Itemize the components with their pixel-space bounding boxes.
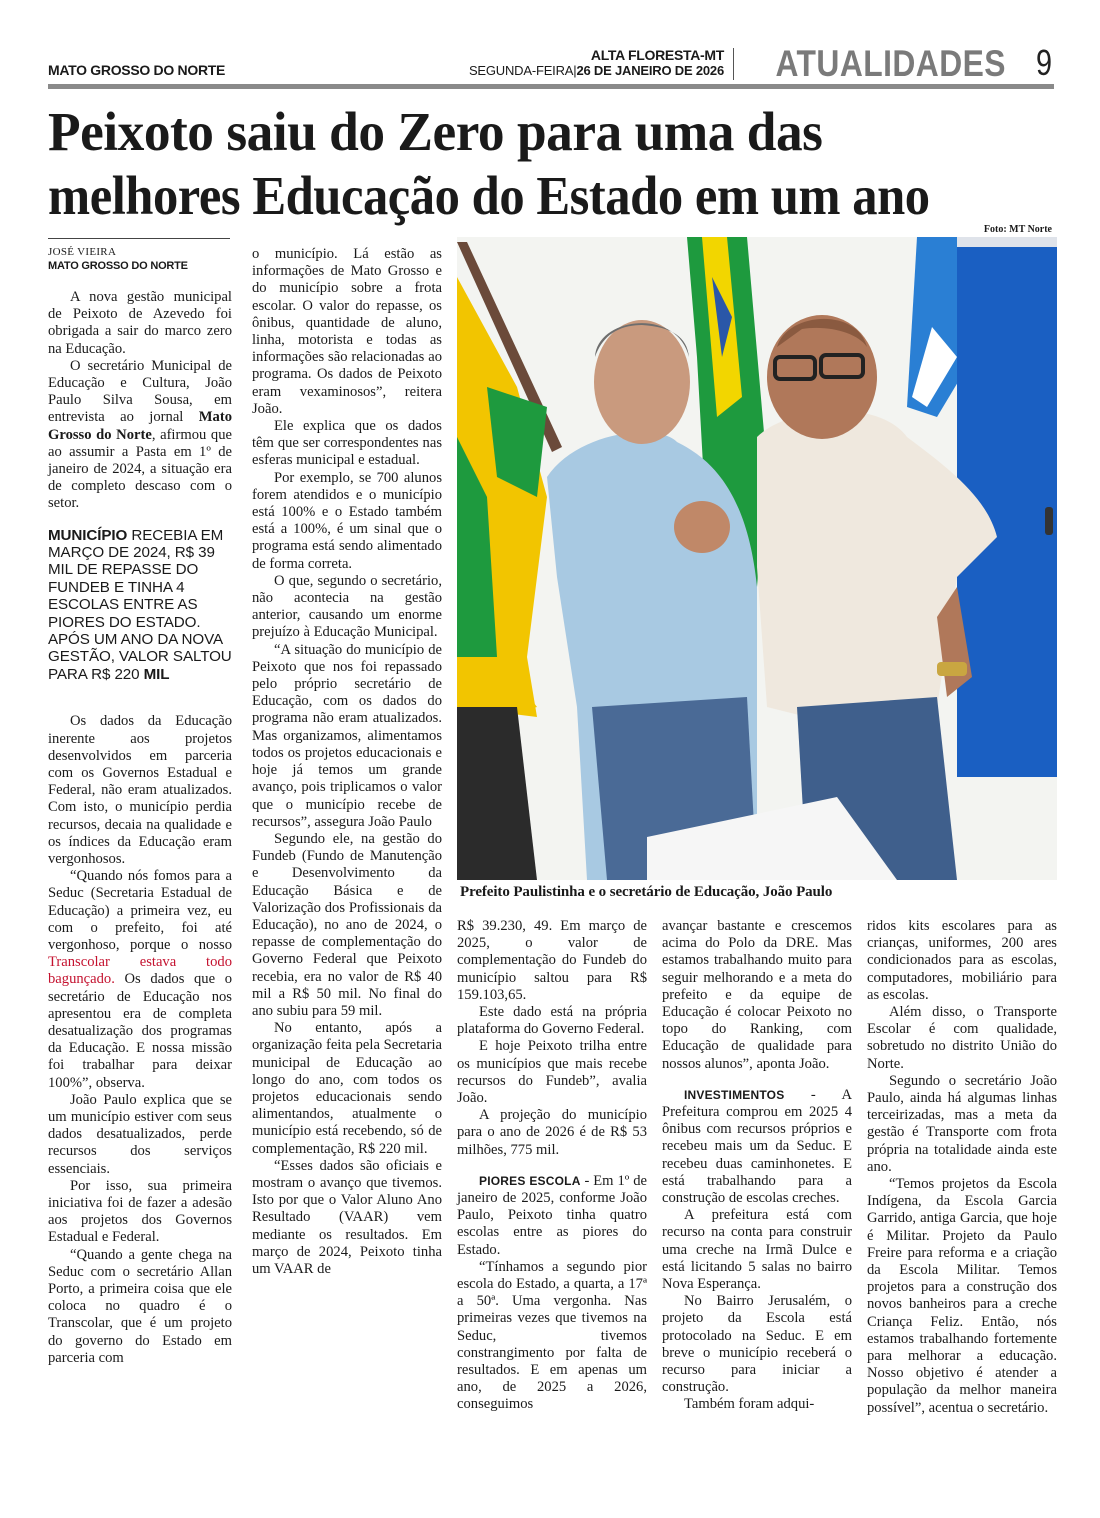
paragraph: No entanto, após a organização feita pela Secretaria municipal de Educação ao longo do ano, com todos os projetos educacionais sendo alimentandos, atualmente o município está recebendo, só de complementação, R$ 220 mil. [252,1020,442,1157]
paragraph: A nova gestão municipal de Peixoto de Azevedo foi obrigada a sair do marco zero na Educação. [48,289,232,357]
article-column-4 [662,918,852,1414]
paragraph: Segundo o secretário João Paulo, ainda há algumas linhas terceirizadas, mas a meta da gestão é Transporte com frota própria na totalidade ainda este ano. [867,1072,1057,1175]
paragraph: A prefeitura está com recurso na conta para construir uma creche na Irmã Dulce e está licitando 5 salas no bairro Nova Esperança. [662,1207,852,1293]
paragraph: “Tínhamos a segundo pior escola do Estado, a quarta, a 17ª a 50ª. Uma vergonha. Nas primeiras vezes que tivemos na Seduc, tivemos constrangimento por falta de resultados. E em apenas um ano, de 2025 a 2026, conseguimos [457,1258,647,1413]
photo-two-men-handshake-icon [457,237,1057,880]
paragraph: O que, segundo o secretário, não acontecia na gestão anterior, causando um enorme prejuízo à Educação Municipal. [252,572,442,641]
dateline [469,47,724,79]
paragraph: INVESTIMENTOS - A Prefeitura comprou em 2025 4 ônibus com recursos próprios e recebeu mais um da Seduc. E recebeu duas caminhonetes. E está trabalhando para a construção de escolas creches. [662,1086,852,1207]
photo-caption: Prefeito Paulistinha e o secretário de Educação, João Paulo [460,884,833,900]
pull-quote-tail: MIL [143,665,170,683]
pull-quote: MUNICÍPIO RECEBIA EM MARÇO DE 2024, R$ 39 MIL DE REPASSE DO FUNDEB E TINHA 4 ESCOLAS ENTRE AS PIORES DO ESTADO. APÓS UM ANO DA NOVA GESTÃO, VALOR SALTOU PARA R$ 220 MIL [48,526,232,683]
paragraph: “Quando a gente chega na Seduc com o secretário Allan Porto, a primeira coisa que ele coloca no quadro é o Transcolar, que é um projeto do governo do Estado em parceria com [48,1246,232,1366]
paragraph: Ele explica que os dados têm que ser correspondentes nas esferas municipal e estadual. [252,418,442,469]
paragraph: “Temos projetos da Escola Indígena, da Escola Garcia Garrido, antiga Garcia, que hoje é Militar. Projeto da Paulo Freire para reforma e a criação da Escola Militar. Temos projetos para a construção dos novos banheiros para a creche Criança Feliz. Então, nós estamos trabalhando fortemente para melhorar a educação. Nosso objetivo é atender a população da melhor maneira possível”, acentua o secretário. [867,1176,1057,1416]
paragraph: Além disso, o Transporte Escolar é com qualidade, sobretudo no distrito União do Norte. [867,1004,1057,1072]
headline-line-2: melhores Educação do Estado em um ano [48,165,930,226]
article-column-1 [48,238,232,1367]
paragraph: o município. Lá estão as informações de Mato Grosso e do município sobre a frota escolar. O valor do repasse, os ônibus, quantidade de aluno, linha, motorista e todas as informações são relacionadas ao programa. Os dados de Peixoto eram vexaminosos”, reitera João. [252,246,442,417]
paragraph: E hoje Peixoto trilha entre os municípios que mais recebe recursos do Fundeb”, avalia João. [457,1038,647,1107]
photo-credit: Foto: MT Norte [983,224,1052,235]
paragraph: Por exemplo, se 700 alunos forem atendidos e o município está 100% e o Estado também está a 100%, é um sinal que o programa está sendo alimentado de forma correta. [252,469,442,572]
paragraph: João Paulo explica que se um município estiver com seus dados desatualizados, perde recursos dos serviços essenciais. [48,1091,232,1177]
paragraph: Por isso, sua primeira iniciativa foi de fazer a adesão aos projetos dos Governos Estadual e Federal. [48,1177,232,1246]
paragraph: “Esses dados são oficiais e mostram o avanço que tivemos. Isto por que o Valor Aluno Ano Resultado (VAAR) vem mediante os resultados. Em março de 2024, Peixoto tinha um VAAR de [252,1157,442,1277]
subhead-piores-escola: PIORES ESCOLA [479,1173,581,1188]
paragraph: Os dados da Educação inerente aos projetos desenvolvidos em parceria com os Governos Estadual e Federal, não eram atualizados. Com isto, o município perdia recursos, decaia na qualidade e os índices da Educação eram vergonhosos. [48,713,232,867]
page-header [48,40,1054,86]
article-column-2 [252,246,442,1278]
dateline-full-date: 26 DE JANEIRO DE 2026 [576,63,724,78]
header-divider [733,48,735,80]
dateline-city: ALTA FLORESTA-MT [590,47,724,63]
highlighted-text: Transcolar estava todo bagunçado. [48,954,232,988]
paragraph: O secretário Municipal de Educação e Cultura, João Paulo Silva Sousa, em entrevista ao jornal Mato Grosso do Norte, afirmou que ao assumir a Pasta em 1º de janeiro de 2024, a situação era de completo descaso com o setor. [48,357,232,512]
paragraph: Segundo ele, na gestão do Fundeb (Fundo de Manutenção e Desenvolvimento da Educação Básica e de Valorização dos Profissionais da Educação), no ano de 2024, o repasse de complementação do Governo Federal que Peixoto recebia, era no valor de R$ 40 mil a R$ 50 mil. No final do ano subiu para 59 mil. [252,830,442,1019]
newspaper-name-bold: Mato Grosso do Norte [48,409,232,443]
headline [48,100,1058,228]
paragraph: R$ 39.230, 49. Em março de 2025, o valor de complementação do Fundeb do município saltou para R$ 159.103,65. [457,918,647,1003]
header-rule [48,84,1054,89]
publication-name: MATO GROSSO DO NORTE [48,62,226,78]
paragraph: A projeção do município para o ano de 2026 é de R$ 53 milhões, 775 mil. [457,1107,647,1158]
spacer [662,1073,852,1087]
subhead-investimentos: INVESTIMENTOS [684,1087,785,1102]
headline-line-1: Peixoto saiu do Zero para uma das [48,101,823,162]
paragraph: “Quando nós fomos para a Seduc (Secretaria Estadual de Educação) a primeira vez, eu com o prefeito, foi até vergonhoso, porque o nosso Transcolar estava todo bagunçado. Os dados que o secretário de Educação nos apresentou era de completa desatualização dos programas da Educação. E nossa missão foi trabalhar para deixar 100%”, observa. [48,868,232,1091]
byline-rule [48,238,230,239]
article-photo [457,237,1057,880]
pull-quote-lead: MUNICÍPIO [48,526,128,544]
paragraph: “A situação do município de Peixoto que nos foi repassado pelo próprio secretário de Educação, com os dados do programa não eram atualizados. Mas organizamos, alimentamos todos os projetos educacionais e hoje já temos um grande avanço, pois triplicamos o valor que o município recebe de recursos”, assegura João Paulo [252,641,442,830]
article-column-3 [457,918,647,1414]
paragraph: PIORES ESCOLA - Em 1º de janeiro de 2025, conforme João Paulo, Peixoto tinha quatro escolas entre as piores do Estado. [457,1172,647,1258]
paragraph: Este dado está na própria plataforma do Governo Federal. [457,1004,647,1038]
section-title: ATUALIDADES [775,43,1006,84]
spacer [457,1159,647,1173]
dateline-weekday: SEGUNDA-FEIRA [468,63,574,78]
paragraph: Também foram adqui- [684,1396,815,1413]
page-number: 9 [1035,42,1052,83]
byline-organization: MATO GROSSO DO NORTE [48,260,188,272]
paragraph: avançar bastante e crescemos acima do Polo da DRE. Mas estamos trabalhando muito para seguir melhorando e a meta do prefeito e da equipe de Educação é colocar Peixoto no topo do Ranking, com Educação de qualidade para nossos alunos”, aponta João. [662,918,852,1072]
article-column-5 [867,918,1057,1417]
dateline-date: SEGUNDA-FEIRA|26 DE JANEIRO DE 2026 [468,63,724,78]
paragraph: ridos kits escolares para as crianças, uniformes, 200 ares condicionados para as escolas, computadores, mobiliário para as escolas. [867,918,1057,1003]
paragraph: No Bairro Jerusalém, o projeto da Escola está protocolado na Seduc. E em breve o município receberá o recurso para iniciar a construção. [662,1293,852,1396]
byline-author: JOSÉ VIEIRA [48,246,117,258]
